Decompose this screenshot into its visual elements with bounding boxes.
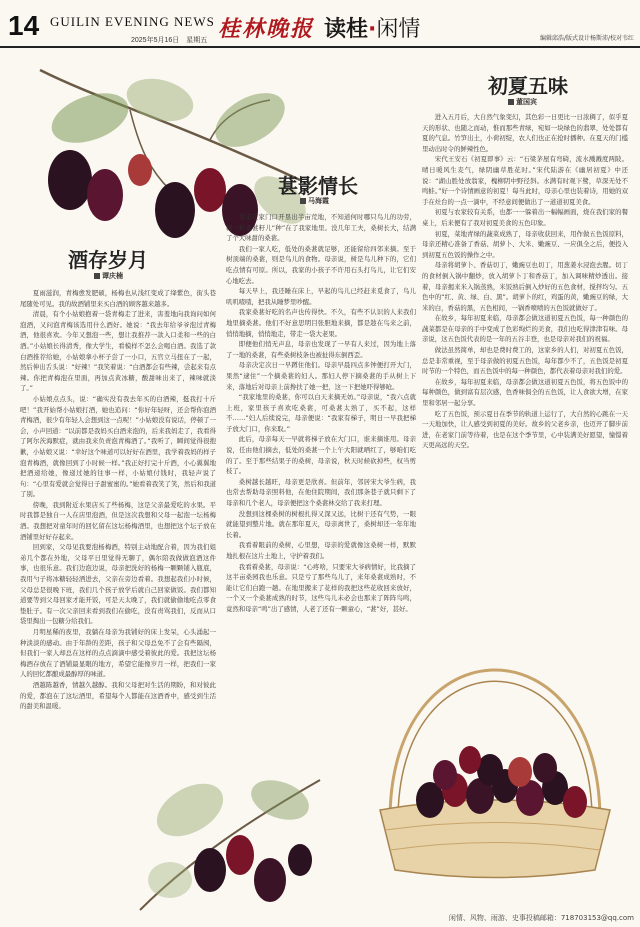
paragraph: 母亲决定次日一早蹲住他们。母亲早晨四点多钟便打开大门，果然“逮住”一个摘桑葚的妇人。那妇人停下摘桑葚的手从树上下来，落地后对母亲上前搀扶了她一把，这一下把她吓得够呛。 xyxy=(226,361,416,391)
paragraph: 回到家，父母见我要泡杨梅酒，特别主动地配合着，因为我们姐弟几个都在外地，父母平日里觉得无聊了，偶尔陪我做做泡酒这件事，也很乐意。我们边泡边说，母亲把洗好的杨梅一颗颗铺入瓶底，我用勺子将冰糖轻轻洒进去，父亲在旁边看着。我想起我们小时候，父母总是很晚下班，我们几个孩子放学后就自己回家做饭。我们都知道要等到父母回家才能开饭，可是天太晚了，我们就偷偷地吃点零食垫肚子。有一次父亲回来看到我们在偷吃，没有责骂我们，反而从口袋里掏出一包糖分给我们。 xyxy=(20,543,216,626)
paragraph: 做法虽然简单，却也是费时费工的，这家乡的人们，对初夏五色饭，总是非常重视，至于母亲做的初夏五色饭，每年都少不了，五色饭是初夏时节的一个特色，而五色饭中的每一种颜色，都代表着母亲对我们的爱。 xyxy=(422,346,628,376)
paragraph: 我们一家人吃，低处的桑葚就足够，还能留给四邻来摘。至于树顶端的桑葚，则是鸟儿的食物。母亲说，树是鸟儿种下的，它们吃点情有可原。所以，我家的小孩子不许用石头打鸟儿，让它们安心地吃去。 xyxy=(226,244,416,285)
newspaper-logo: 桂林晚报 xyxy=(218,16,315,42)
section-dot: · xyxy=(368,17,377,42)
paragraph: 即便他们悄无声息，母亲也发现了一早有人来过，因为地上落了一地的桑葚，有些桑树枝条也被扯得东倒西歪。 xyxy=(226,340,416,359)
paragraph: 酒越陈越香，情越久越醇。我和父母把对生活的期盼，和对彼此的爱，都泡在了这坛酒里，希望每个人都能在这酒香中，感受到生活的甜美和温暖。 xyxy=(20,680,216,711)
article-author: 董国宾 xyxy=(508,97,537,107)
paragraph: 清晨，有个小姑娘抱着一袋青梅走了进来，害羞地向我询问如何泡酒，又问泡青梅该选用什么酒好。她说：“我去年给爷爷泡过青梅酒，他很喜欢。今年又想泡一些，想让我推荐一款入口柔和一些的白酒。”小姑娘长得清秀，像大学生，看模样不怎么会喝白酒。我选了款白酒推荐给她，小姑娘拿小杯子尝了一小口，五官立马扭在了一起，然后伸出舌头说：“好辣！”我笑着说：“白酒都会有些辣，尝起来有点辣。你把青梅泡在里面，再加点黄冰糖，酸甜味出来了，辣味就淡了。” xyxy=(20,310,216,393)
section-name: 读桂 xyxy=(324,17,369,42)
paragraph: 在故乡，每年初夏来临，母亲都会做这道初夏五色饭，每一种颜色的蔬菜都是在母亲的手中变成了色彩绚烂的美食，我们也吃得津津有味。母亲说，这五色饭代表的是一年的五谷丰登，也是母亲对我们的祝福。 xyxy=(422,314,628,344)
page-number: 14 xyxy=(8,10,40,41)
paragraph: 我看着桑葚，母亲说：“心疼啥，只要宋大爷病情好，比我摘了这半亩桑园我也乐意。只是亏了那些鸟儿了，来年桑葚成熟时，不能让它们白跑一趟。在地里搬来了花样的我把这些花收回来放好，一个又一个桑葚成熟的时节，这些鸟儿未必会也那来了阵阵鸟鸣，竟然和母亲“鸣”出了感情，人老了还有一颗童心，“葚”好，甚好。 xyxy=(226,562,416,613)
paragraph: 初夏与农家较有关系，也都一一躲着出一幅幅画面，烧在我们家的餐桌上，后来便有了我对初夏美食的五色印象。 xyxy=(422,208,628,227)
paragraph: 傍晚，我到附近水果店买了些杨梅，这是父亲最爱吃的水果。平时我都是独自一人在店里泡酒，但是这次我想和父母一起泡一坛杨梅酒。我想把对童年时的回忆留在这坛杨梅酒里，也想把这个坛子放在酒铺里好好存起来。 xyxy=(20,500,216,541)
paragraph: 母亲在家门口开垦出半亩荒地，不知道何时哪只鸟儿的功劳，将一粒桑葚籽儿“种”在了我家地里。没几年工夫，桑树长大，结满了个大味甜的桑葚。 xyxy=(226,213,416,243)
article-body xyxy=(422,112,628,552)
paragraph: 每天早上，我还睡在床上，早起的鸟儿已经赶来觅食了，鸟儿叽叽喳喳，把我从睡梦里吵醒。 xyxy=(226,287,416,306)
article-author: 谭庆楠 xyxy=(94,271,123,281)
paragraph: 没想到这棵桑树的树根扎得又深又远，比树干还有气势，一眼就能望到整片地。就在那年夏天，母亲离世了，桑树却还一年年地长着。 xyxy=(226,509,416,539)
paragraph: 此后，母亲每天一早就将梯子放在大门口，谁来摘谁用。母亲说，任由他们摘去，低处的桑葚一个上午大阳就晒红了，够咱们吃的了。至于那些结果子的桑树，母亲说，秋天时候砍掉些，权当剪枝了。 xyxy=(226,435,416,476)
paragraph: 母亲将胡萝卜、香菇切丁，嫩豌豆也切丁，用葱姜水浸泡去腥。切丁的食材倒入锅中翻炒，放入胡萝卜丁和香菇丁，加入调味精炒透出。接着，母亲揭来米入锅蒸熟，米饭熟后倒入炒好的五色食材，搅拌均匀。五色中的“红、黄、绿、白、黑”。胡萝卜的红，鸡蛋的黄，嫩豌豆的绿，大米的白，香菇的黑，五色相间，一锅香喷喷的五色饭就做好了。 xyxy=(422,261,628,312)
paragraph: 初夏，菜地青绿的蔬菜成熟了，母亲收获回来，用作做五色饭原料，母亲还精心准备了香菇、胡萝卜、大米、嫩豌豆、一应俱全之后，便投入到初夏五色饭的操作之中。 xyxy=(422,229,628,259)
paragraph: 吃了五色饭，预示夏日在季节的轨道上运行了，大自然的心跳在一天一天地加快，让人感受到初夏的美好。故乡的父老乡亲，也迈开了脚步前进，在老家门前等待着，也是在这个季节里，心中装满美好愿望，憧憬着天更高远的天空。 xyxy=(422,409,628,450)
section-sub: 闲情 xyxy=(376,17,421,42)
paragraph: 在故乡，每年初夏来临，母亲都会做这道初夏五色饭，将五色饭中的每种颜色，做到富有层次感，色香味俱全的五色饭，让人食欲大增，在家里和邻居一起分享。 xyxy=(422,377,628,408)
newspaper-english-title: GUILIN EVENING NEWS xyxy=(50,14,215,29)
submission-footer: 闲情、风物、雨游、史事投稿邮箱：718703153@qq.com xyxy=(448,914,634,922)
paragraph: 桑树越长越旺，母亲更是欣喜。但前年，邻居宋大爷生病，我也常去帮助母亲照料他，在他住院期间，我们那条巷子就只剩下了母亲和几个老人，母亲便把这个桑葚林交给了我来打理。 xyxy=(226,477,416,508)
article-title: 酒存岁月 xyxy=(68,248,148,272)
page-header xyxy=(0,0,640,48)
section-title xyxy=(324,12,420,43)
article-body xyxy=(226,212,416,810)
paragraph: 小姑娘点点头，说：“确实没有我去年买的白酒辣，挺我打十斤吧！”我开始帮小姑娘打酒，她也追问：“你好年轻呀，还会帮你泡酒青梅酒，很少有年轻人会想到这一点呢！”小姑娘没有说话，停顿了一会，小声回道：“以前都是我妈买白酒来泡的，后来我妈走了，我看得了阿尔茨海默症，就由我来负责泡青梅酒了。”我听了，瞬间觉得很抱歉，小姑娘又说：“幸好这个味道可以好好在酒里，我学着我妈的样子泡青梅酒，就像回到了小时候一样。”我正好打完十斤酒，小心翼翼地把酒递给她，像递过她的往事一样，小姑娘付钱时，我轻声说了句：“心里有爱就会觉得日子甜蜜蜜的。”她看着我笑了笑，然后和我道了别。 xyxy=(20,394,216,499)
issue-date: 2025年5月16日 星期五 xyxy=(131,37,208,44)
paragraph: “我家地里的桑葚，你可以白天来摘无妨。”母亲说，“我六点就上班，家里孩子喜欢吃桑葚，可桑葚太熟了，买不起，这样不……”妇人后续说完，母亲便说：“我家有梯子，明日一早我把梯子放大门口，你来取。” xyxy=(226,393,416,433)
article-body xyxy=(20,288,216,768)
paragraph: 月明星稀的夜里，我躺在母亲为我铺好的床上发呆，心头涌起一种淡淡的感动。由于年龄的差距，孩子和父母总免不了会有些隔阂，但我们一家人却总在这样的点点滴滴中感受着彼此的爱。我把这坛杨梅酒存放在了酒铺最显眼的地方，希望它能像岁月一样，把我们一家人的回忆都酿成最醇厚的味道。 xyxy=(20,628,216,679)
editor-credits: 编辑邱浩/版式设计杨斯沛/校对韦红 xyxy=(539,35,634,42)
paragraph: 进入五月后，大自然气象变幻，其色彩一日更比一日浓稠了，似乎夏天的形状、也随之而动，惟而那些青绿，宛如一块绿色的翡翠，处处都有夏的气息。竹笋出土，小荷初绽，农人们也正在抢时播种。在夏天的门槛里动出时令的鲜辣性色。 xyxy=(422,113,628,153)
article-title: 葚影情长 xyxy=(278,174,358,198)
paragraph: 我家桑葚好吃的名声也传得快。不久，有些不认识的人来我们地里摘桑葚。他们不好意思明目张胆地来摘，都是趁在鸟来之前，悄悄地摘，悄悄地走，带走一袋大老果。 xyxy=(226,308,416,338)
paragraph: 我看着眼前的桑树，心里想，母亲的爱就像这桑树一样，默默地扎根在这片土地上，守护着我们。 xyxy=(226,541,416,560)
paragraph: 宋代王安石《初夏即事》云：“石梁茅屋有弯碕，流水溅溅度两陂。晴日暖风生麦气，绿阴幽草胜花时。”宋代陆游在《幽居初夏》中还说：“湖山胜处放翁家，槐柳阴中野径斜。水满有时观下鹭，草深无处不鸣蛙。”好一个诗情画意的初夏！每当此时，母亲心里也装着诗，用她的双手在灶台的一点一滴中，不经意间便做出了一道道初夏美食。 xyxy=(422,155,628,206)
article-title: 初夏五味 xyxy=(488,74,568,98)
article-author: 马海霞 xyxy=(300,196,329,206)
paragraph: 夏雨滋润，青梅愈发肥硕，杨梅也从浅红变成了绛紫色，街头巷尾随处可见。我的故酒铺里来买白酒的顾客越来越多。 xyxy=(20,289,216,308)
